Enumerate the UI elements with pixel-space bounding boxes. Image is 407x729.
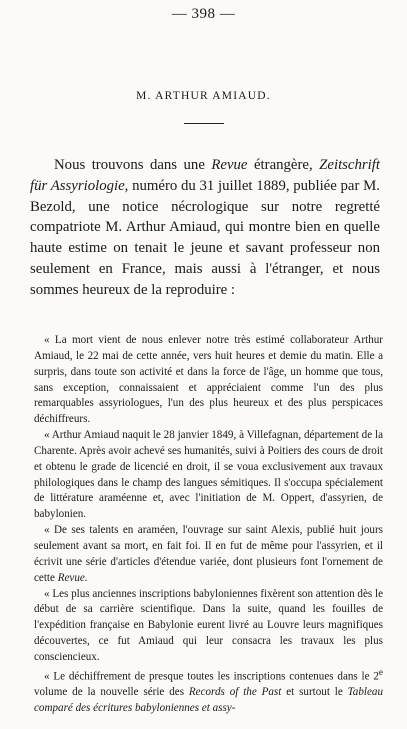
article-title: M. ARTHUR AMIAUD. xyxy=(136,90,271,102)
quote-paragraph-5-text-1: « Le déchiffrement de presque toutes les inscriptions contenues dans le 2 xyxy=(44,670,379,683)
tableau-compare-italic: Tableau comparé des écritures babyloniennes et assy- xyxy=(34,686,383,715)
revue-italic-2: Revue. xyxy=(57,571,88,584)
superscript-e: e xyxy=(378,667,383,678)
intro-text xyxy=(30,155,380,301)
intro-text-2: étrangère, xyxy=(247,157,320,173)
intro-paragraph xyxy=(30,155,380,301)
quote-paragraph-2: « Arthur Amiaud naquit le 28 janvier 1849, à Villefagnan, département de la Charente. Après avoir achevé ses humanités, suivi à Poitiers des cours de droit et obtenu le grade de licencié en droit, il se voua exclusivement aux travaux philologiques dans le champ des langues sémitiques. Il s'occupa spécialement de littérature araméenne et, avec l'initiation de M. Oppert, d'assyrien, de babylonien. xyxy=(34,429,383,521)
records-of-the-past-italic: Records of the Past xyxy=(188,686,282,699)
quoted-obituary xyxy=(34,333,383,717)
quote-paragraph-4: « Les plus anciennes inscriptions babyloniennes fixèrent son attention dès le début de sa carrière scientifique. Dans la suite, quand les fouilles de l'expédition française en Babylonie eurent livré au Louvre leurs magnifiques découvertes, ce fut Amiaud qui leur consacra les travaux les plus consciencieux. xyxy=(34,587,383,663)
quote-paragraph-5 xyxy=(34,666,383,717)
quote-paragraph-5-text-3: et surtout le xyxy=(281,686,348,699)
journal-title-italic: Zeitschrift für Assyriologie, xyxy=(30,157,380,194)
revue-italic: Revue xyxy=(211,157,248,173)
intro-text-1: Nous trouvons dans une xyxy=(54,157,212,173)
title-divider xyxy=(184,123,224,124)
quote-paragraph-3 xyxy=(34,523,383,586)
quote-paragraph-1: « La mort vient de nous enlever notre très estimé collaborateur Arthur Amiaud, le 22 mai de cette année, vers huit heures et demie du matin. Elle a surpris, dans toute son activité et dans la force de l'âge, un homme que tous, sans exception, connaissaient et appréciaient comme l'un des plus remarquables assyriologues, l'un des plus heureux et des plus perspicaces déchiffreurs. xyxy=(34,334,383,426)
quote-paragraph-5-text-2: volume de la nouvelle série des xyxy=(34,686,189,699)
quote-paragraph-3-text: « De ses talents en araméen, l'ouvrage sur saint Alexis, publié huit jours seulement avant sa mort, en fait foi. Il en fut de même pour l'assyrien, et il écrivit une série d'articles d'étendue variée, dont plusieurs font l'ornement de cette xyxy=(34,524,383,584)
intro-text-3: numéro du 31 juillet 1889, publiée par M. Bezold, une notice nécrologique sur notre regretté compatriote M. Arthur Amiaud, qui montre bien en quelle haute estime on tenait le jeune et savant professeur non seulement en France, mais aussi à l'étranger, et nous sommes heureux de la reproduire : xyxy=(30,177,380,298)
page-number: — 398 — xyxy=(171,6,236,22)
